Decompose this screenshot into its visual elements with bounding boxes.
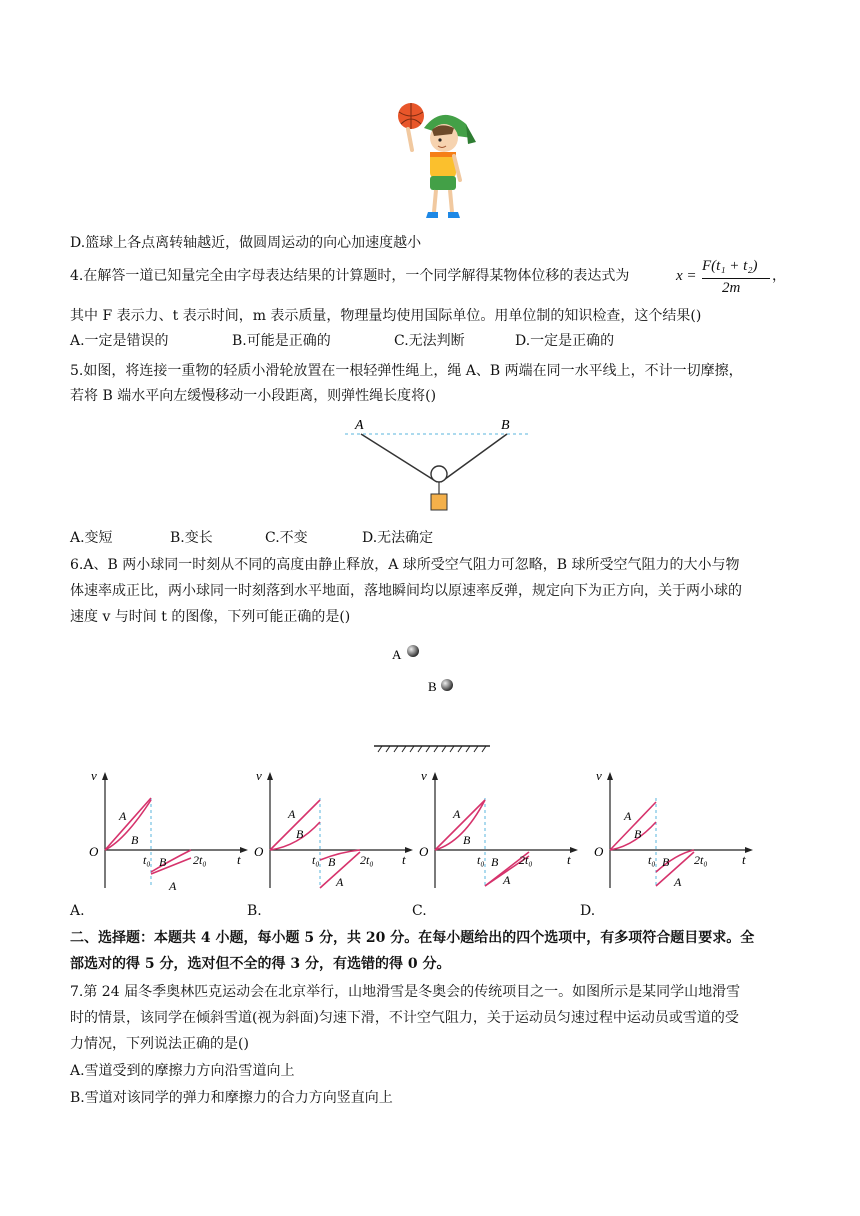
t0-label: t₀ bbox=[143, 853, 151, 867]
origin-label: O bbox=[254, 844, 264, 859]
curve-a-label: A bbox=[674, 875, 682, 889]
q4-stem-comma: ， bbox=[772, 268, 786, 284]
ball-b-icon bbox=[441, 679, 453, 691]
curve-a-label: A bbox=[169, 879, 177, 893]
q6-option-c: C. bbox=[412, 903, 427, 919]
curve-b-label: B bbox=[662, 855, 670, 869]
ball-a-icon bbox=[407, 645, 419, 657]
q5-option-a: A.变短 bbox=[70, 530, 113, 546]
2t0-label: 2t₀ bbox=[193, 853, 207, 867]
t0-label: t₀ bbox=[477, 853, 485, 867]
pulley-icon bbox=[431, 466, 447, 482]
axis-t-label: t bbox=[237, 852, 241, 867]
t0-label: t₀ bbox=[648, 853, 656, 867]
section2-header-line1: 二、选择题：本题共 4 小题，每小题 5 分，共 20 分。在每小题给出的四个选项中，有多项符合题目要求。全 bbox=[70, 930, 755, 946]
origin-label: O bbox=[89, 844, 99, 859]
curve-b-label: B bbox=[491, 855, 499, 869]
2t0-label: 2t₀ bbox=[694, 853, 708, 867]
ball-a-label: A bbox=[392, 647, 402, 662]
graph-option-c bbox=[415, 768, 580, 898]
axis-v-label: v bbox=[256, 768, 262, 783]
q4-formula-lhs: x = bbox=[676, 268, 697, 284]
q7-option-a: A.雪道受到的摩擦力方向沿雪道向上 bbox=[70, 1063, 295, 1079]
point-b-label: B bbox=[501, 418, 510, 433]
2t0-label: 2t₀ bbox=[519, 853, 533, 867]
origin-label: O bbox=[419, 844, 429, 859]
axis-v-label: v bbox=[596, 768, 602, 783]
q3-option-d: D.篮球上各点离转轴越近，做圆周运动的向心加速度越小 bbox=[70, 235, 422, 251]
origin-label: O bbox=[594, 844, 604, 859]
q6-option-d: D. bbox=[580, 903, 596, 919]
axis-v-label: v bbox=[421, 768, 427, 783]
curve-a-label: A bbox=[624, 809, 632, 823]
curve-b-label: B bbox=[131, 833, 139, 847]
curve-a-label: A bbox=[453, 807, 461, 821]
q5-stem-line1: 5.如图，将连接一重物的轻质小滑轮放置在一根轻弹性绳上，绳 A、B 两端在同一水平线上，不计一切摩擦， bbox=[70, 363, 743, 379]
axis-t-label: t bbox=[567, 852, 571, 867]
2t0-label: 2t₀ bbox=[360, 853, 374, 867]
q4-option-d: D.一定是正确的 bbox=[515, 333, 615, 349]
graph-option-d bbox=[590, 768, 755, 898]
curve-a-label: A bbox=[336, 875, 344, 889]
q5-option-d: D.无法确定 bbox=[362, 530, 434, 546]
graph-option-a bbox=[85, 768, 250, 898]
t0-label: t₀ bbox=[312, 853, 320, 867]
q4-stem-line1: 4.在解答一道已知量完全由字母表达结果的计算题时，一个同学解得某物体位移的表达式为 bbox=[70, 268, 630, 284]
fraction-bar bbox=[702, 278, 770, 279]
curve-b-label: B bbox=[296, 827, 304, 841]
two-balls-figure bbox=[370, 640, 500, 755]
curve-a-label: A bbox=[503, 873, 511, 887]
q4-option-c: C.无法判断 bbox=[394, 333, 465, 349]
q6-stem-line1: 6.A、B 两小球同一时刻从不同的高度由静止释放，A 球所受空气阻力可忽略，B 球所受空气阻力的大小与物 bbox=[70, 557, 740, 573]
curve-b-label: B bbox=[463, 833, 471, 847]
q7-stem-line2: 时的情景，该同学在倾斜雪道(视为斜面)匀速下滑，不计空气阻力，关于运动员匀速过程中运动员或雪道的受 bbox=[70, 1010, 739, 1026]
q5-option-c: C.不变 bbox=[265, 530, 308, 546]
q7-option-b: B.雪道对该同学的弹力和摩擦力的合力方向竖直向上 bbox=[70, 1090, 393, 1106]
q7-stem-line3: 力情况，下列说法正确的是() bbox=[70, 1036, 249, 1052]
axis-v-label: v bbox=[91, 768, 97, 783]
curve-a-label: A bbox=[288, 807, 296, 821]
q4-option-a: A.一定是错误的 bbox=[70, 333, 169, 349]
q6-stem-line2: 体速率成正比，两小球同一时刻落到水平地面，落地瞬间均以原速率反弹，规定向下为正方向，关于两小球的 bbox=[70, 583, 742, 599]
basketball-boy-figure bbox=[382, 98, 482, 220]
curve-b-label: B bbox=[634, 827, 642, 841]
q4-formula-denominator: 2m bbox=[722, 280, 741, 296]
q7-stem-line1: 7.第 24 届冬季奥林匹克运动会在北京举行，山地滑雪是冬奥会的传统项目之一。如图所示是某同学山地滑雪 bbox=[70, 984, 741, 1000]
section2-header-line2: 部选对的得 5 分，选对但不全的得 3 分，有选错的得 0 分。 bbox=[70, 956, 451, 972]
q5-option-b: B.变长 bbox=[170, 530, 213, 546]
axis-t-label: t bbox=[742, 852, 746, 867]
q6-option-a: A. bbox=[70, 903, 85, 919]
graph-option-b bbox=[250, 768, 415, 898]
q6-stem-line3: 速度 v 与时间 t 的图像，下列可能正确的是() bbox=[70, 609, 351, 625]
curve-a-label: A bbox=[119, 809, 127, 823]
q4-formula-numerator: F(t₁ + t₂) bbox=[702, 258, 758, 274]
curve-b-label: B bbox=[159, 855, 167, 869]
curve-b-label: B bbox=[328, 855, 336, 869]
axis-t-label: t bbox=[402, 852, 406, 867]
q5-stem-line2: 若将 B 端水平向左缓慢移动一小段距离，则弹性绳长度将() bbox=[70, 388, 437, 404]
q4-option-b: B.可能是正确的 bbox=[232, 333, 331, 349]
ball-b-label: B bbox=[428, 679, 437, 694]
pulley-rope-figure bbox=[335, 414, 535, 518]
weight-block bbox=[431, 494, 447, 510]
q4-stem-line2: 其中 F 表示力、t 表示时间，m 表示质量，物理量均使用国际单位。用单位制的知识检查，这个结果() bbox=[70, 308, 702, 324]
point-a-label: A bbox=[355, 418, 364, 433]
q6-option-b: B. bbox=[247, 903, 262, 919]
